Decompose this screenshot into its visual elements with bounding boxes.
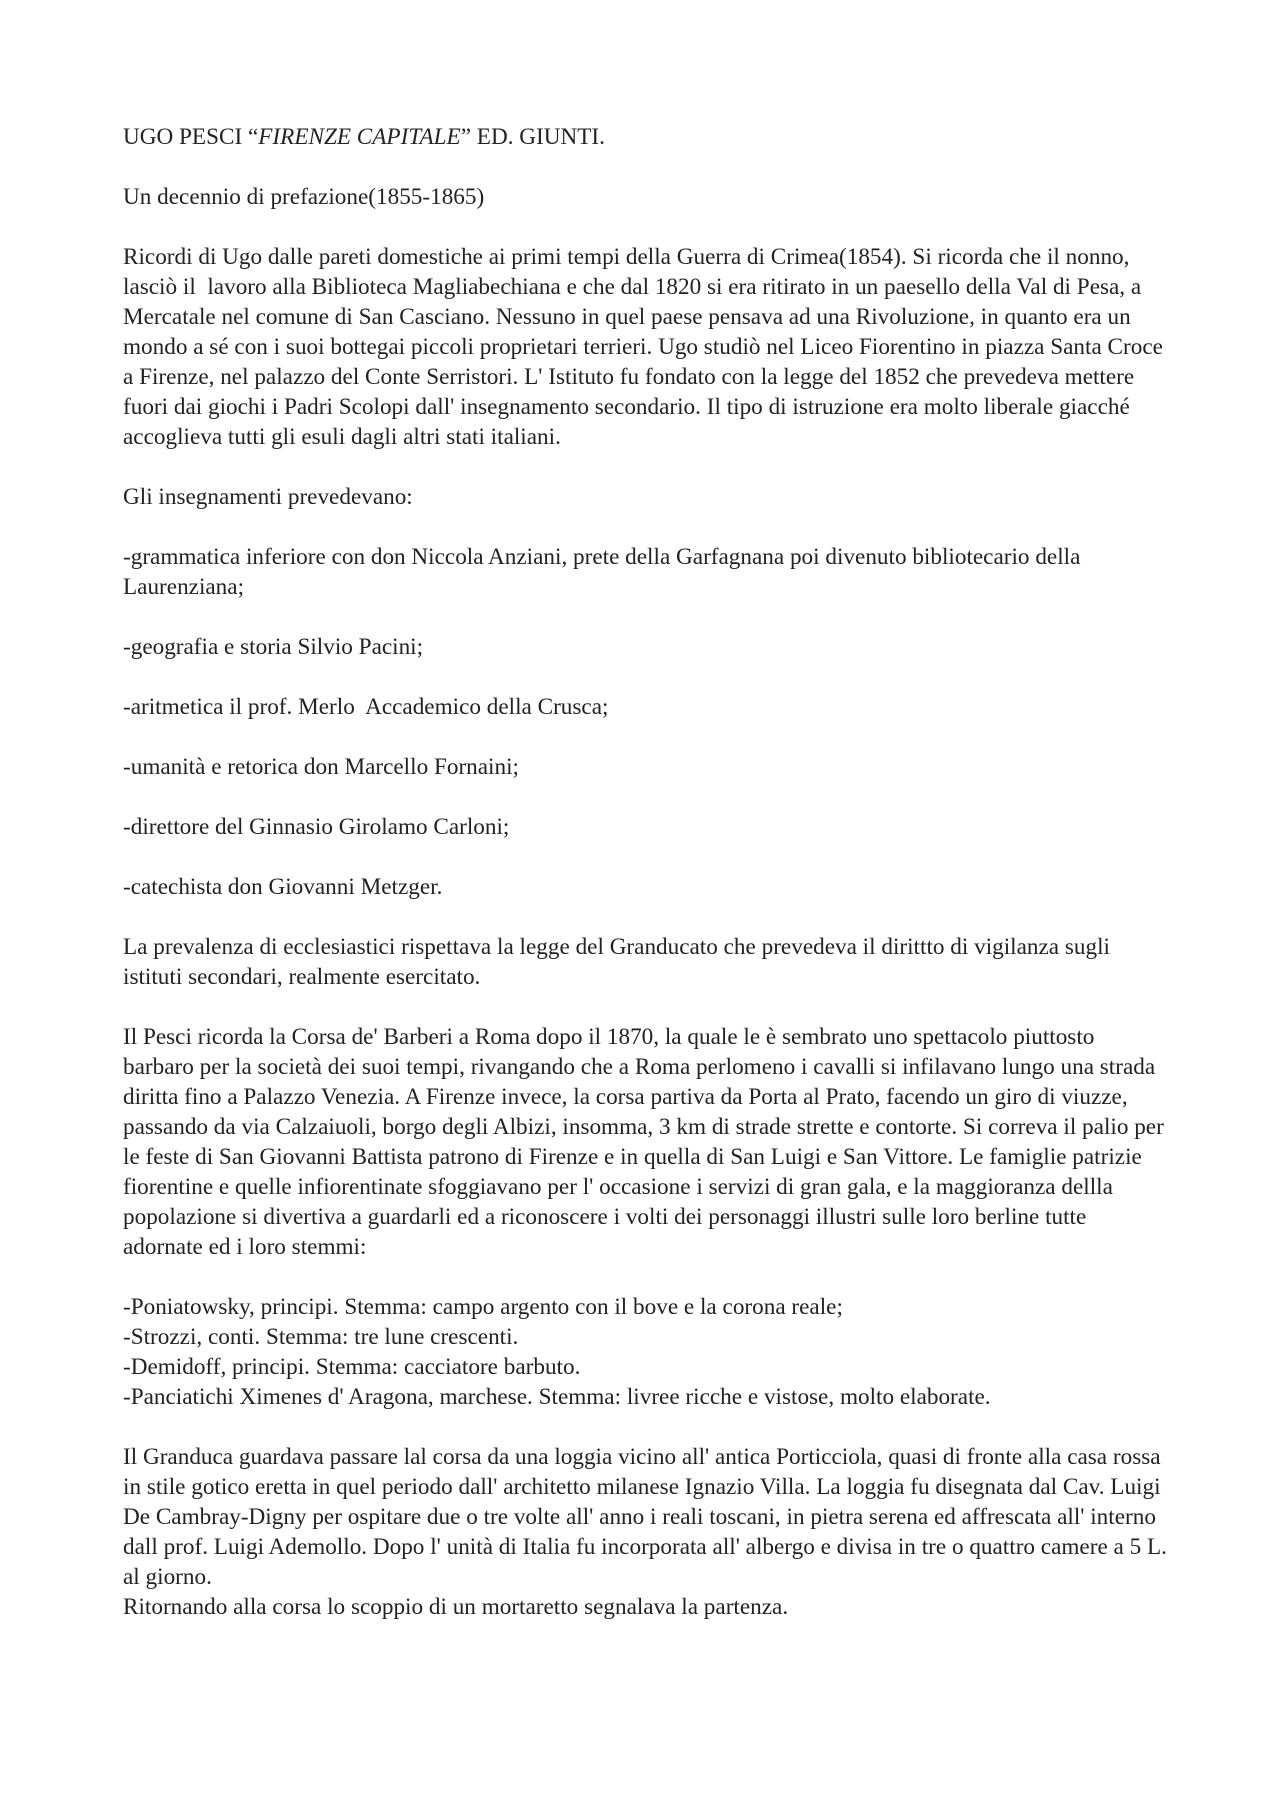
subtitle: Un decennio di prefazione(1855-1865) <box>123 184 485 210</box>
list-item-direttore: -direttore del Ginnasio Girolamo Carloni; <box>123 814 510 840</box>
title-suffix: ” ED. GIUNTI. <box>460 124 605 150</box>
list-item-aritmetica: -aritmetica il prof. Merlo Accademico della Crusca; <box>123 694 609 720</box>
title-prefix: UGO PESCI “ <box>123 124 259 150</box>
paragraph-intro: Ricordi di Ugo dalle pareti domestiche ai primi tempi della Guerra di Crimea(1854). Si ricorda che il nonno, lasciò il lavoro alla Biblioteca Magliabechiana e che dal 1820 si era ritirato in un paesello della Val di Pesa, a Mercatale nel comune di San Casciano. Nessuno in quel paese pensava ad una Rivoluzione, in quanto era un mondo a sé con i suoi bottegai piccoli proprietari terrieri. Ugo studiò nel Liceo Fiorentino in piazza Santa Croce a Firenze, nel palazzo del Conte Serristori. L' Istituto fu fondato con la legge del 1852 che prevedeva mettere fuori dai giochi i Padri Scolopi dall' insegnamento secondario. Il tipo di istruzione era molto liberale giacché accoglieva tutti gli esuli dagli altri stati italiani. <box>123 244 1169 450</box>
document-page <box>123 122 1173 1652</box>
paragraph-partenza: Ritornando alla corsa lo scoppio di un mortaretto segnalava la partenza. <box>123 1594 789 1620</box>
document-title <box>123 122 1168 152</box>
stemma-item-poniatowsky: -Poniatowsky, principi. Stemma: campo argento con il bove e la corona reale; <box>123 1294 843 1320</box>
list-item-geografia: -geografia e storia Silvio Pacini; <box>123 634 424 660</box>
paragraph-prevalenza: La prevalenza di ecclesiastici rispettava la legge del Granducato che prevedeva il dirittto di vigilanza sugli istituti secondari, realmente esercitato. <box>123 934 1116 990</box>
title-italic: FIRENZE CAPITALE <box>258 124 461 150</box>
stemma-item-demidoff: -Demidoff, principi. Stemma: cacciatore barbuto. <box>123 1354 581 1380</box>
paragraph-corsa-barberi: Il Pesci ricorda la Corsa de' Barberi a Roma dopo il 1870, la quale le è sembrato uno spettacolo piuttosto barbaro per la società dei suoi tempi, rivangando che a Roma perlomeno i cavalli si infilavano lungo una strada diritta fino a Palazzo Venezia. A Firenze invece, la corsa partiva da Porta al Prato, facendo un giro di viuzze, passando da via Calzaiuoli, borgo degli Albizi, insomma, 3 km di strade strette e contorte. Si correva il palio per le feste di San Giovanni Battista patrono di Firenze e in quella di San Luigi e San Vittore. Le famiglie patrizie fiorentine e quelle infiorentinate sfoggiavano per l' occasione i servizi di gran gala, e la maggioranza dellla popolazione si divertiva a guardarli ed a riconoscere i volti dei personaggi illustri sulle loro berline tutte adornate ed i loro stemmi: <box>123 1024 1170 1260</box>
paragraph-granduca: Il Granduca guardava passare lal corsa da una loggia vicino all' antica Porticciola, quasi di fronte alla casa rossa in stile gotico eretta in quel periodo dall' architetto milanese Ignazio Villa. La loggia fu disegnata dal Cav. Luigi De Cambray-Digny per ospitare due o tre volte all' anno i reali toscani, in pietra serena ed affrescata all' interno dall prof. Luigi Ademollo. Dopo l' unità di Italia fu incorporata all' albergo e divisa in tre o quattro camere a 5 L. al giorno. <box>123 1444 1173 1590</box>
list-item-grammatica: -grammatica inferiore con don Niccola Anziani, prete della Garfagnana poi divenuto bibliotecario della Laurenziana; <box>123 544 1087 600</box>
list-item-catechista: -catechista don Giovanni Metzger. <box>123 874 443 900</box>
stemmi-list <box>123 1292 1168 1412</box>
stemma-item-strozzi: -Strozzi, conti. Stemma: tre lune crescenti. <box>123 1324 519 1350</box>
paragraph-insegnamenti: Gli insegnamenti prevedevano: <box>123 484 413 510</box>
list-item-umanita: -umanità e retorica don Marcello Fornaini; <box>123 754 519 780</box>
stemma-item-panciatichi: -Panciatichi Ximenes d' Aragona, marchese. Stemma: livree ricche e vistose, molto elaborate. <box>123 1384 991 1410</box>
